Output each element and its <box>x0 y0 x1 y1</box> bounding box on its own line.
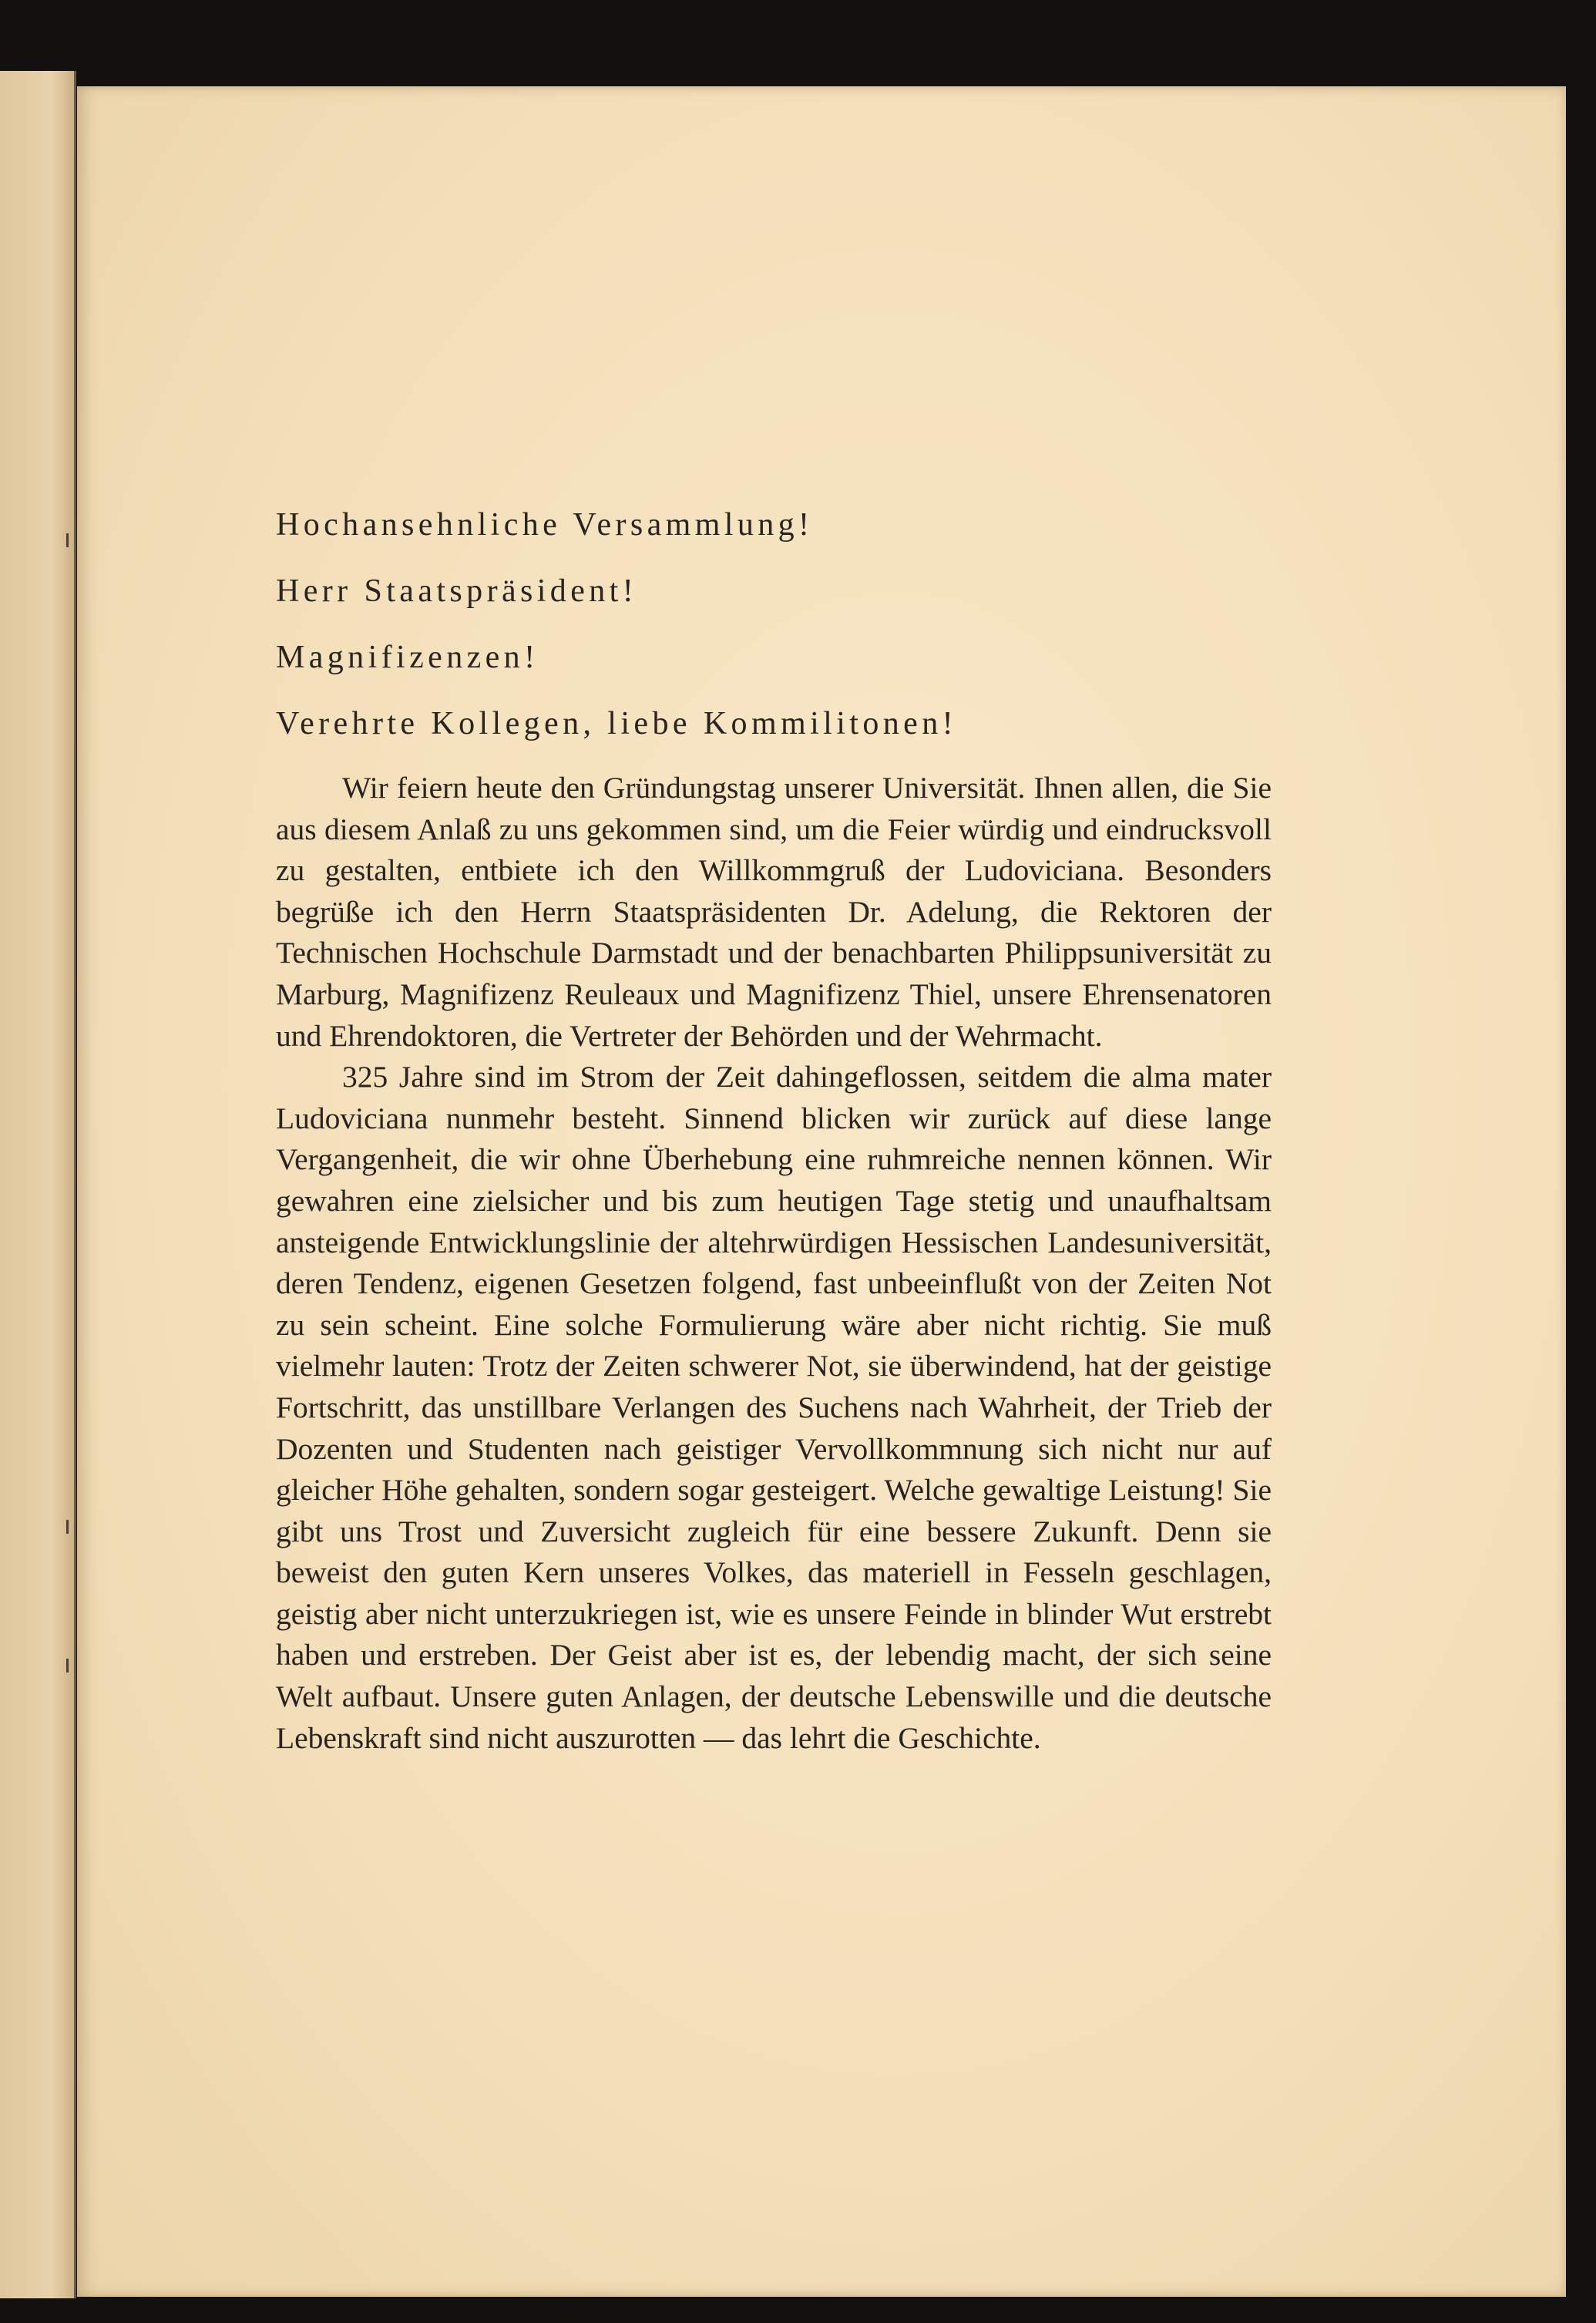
book-page <box>77 86 1566 2297</box>
facing-page-edge <box>0 71 76 2298</box>
body-paragraph: Wir feiern heute den Gründungstag unserer Universität. Ihnen allen, die Sie aus diesem Anlaß zu uns gekommen sind, um die Feier würdig und eindrucksvoll zu gestalten, entbiete ich den Willkommgruß der Ludoviciana. Besonders begrüße ich den Herrn Staatspräsidenten Dr. Adelung, die Rektoren der Technischen Hochschule Darmstadt und der benachbarten Philippsuniversität zu Marburg, Magnifizenz Reuleaux und Magnifizenz Thiel, unsere Ehrensenatoren und Ehrendoktoren, die Vertreter der Behörden und der Wehrmacht. <box>276 771 1272 1053</box>
page-edge-mark <box>66 1520 76 1534</box>
salutation-line: Herr Staatspräsident! <box>276 573 638 609</box>
body-paragraph: 325 Jahre sind im Strom der Zeit dahingeflossen, seitdem die alma mater Ludoviciana nunmehr besteht. Sinnend blicken wir zurück auf diese lange Vergangenheit, die wir ohne Überhebung eine ruhmreiche nennen können. Wir gewahren eine zielsicher und bis zum heutigen Tage stetig und unaufhaltsam ansteigende Entwicklungslinie der altehrwürdigen Hessischen Landesuniversität, deren Tendenz, eigenen Gesetzen folgend, fast unbeeinflußt von der Zeiten Not zu sein scheint. Eine solche Formulierung wäre aber nicht richtig. Sie muß vielmehr lauten: Trotz der Zeiten schwerer Not, sie überwindend, hat der geistige Fortschritt, das unstillbare Verlangen des Suchens nach Wahrheit, der Trieb der Dozenten und Studenten nach geistiger Vervollkommnung sich nicht nur auf gleicher Höhe gehalten, sondern sogar gesteigert. Welche gewaltige Leistung! Sie gibt uns Trost und Zuversicht zugleich für eine bessere Zukunft. Denn sie beweist den guten Kern unseres Volkes, das materiell in Fesseln geschlagen, geistig aber nicht unterzukriegen ist, wie es unsere Feinde in blinder Wut erstrebt haben und erstreben. Der Geist aber ist es, der lebendig macht, der sich seine Welt aufbaut. Unsere guten Anlagen, der deutsche Lebenswille und die deutsche Lebenskraft sind nicht auszurotten — das lehrt die Geschichte. <box>276 1060 1272 1755</box>
page-edge-mark <box>66 533 76 547</box>
salutation-line: Verehrte Kollegen, liebe Kommilitonen! <box>276 706 957 741</box>
speech-text <box>276 503 1272 1759</box>
salutation-line: Magnifizenzen! <box>276 640 539 675</box>
salutation-line: Hochansehnliche Versammlung! <box>276 507 814 543</box>
page-edge-mark <box>66 1659 76 1672</box>
